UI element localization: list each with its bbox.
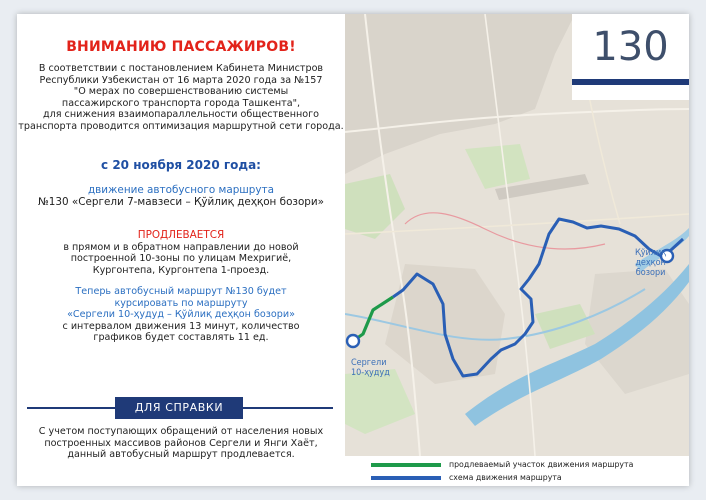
new-route-line: Теперь автобусный маршрут №130 будет (75, 286, 287, 297)
intro-paragraph (17, 63, 345, 133)
end-label-line: Қўйлиқ (635, 248, 667, 258)
start-label-line: Сергели (351, 358, 387, 368)
intro-line: В соответствии с постановлением Кабинета Министров (38, 63, 324, 74)
interval-line: графиков будет составлять 11 ед. (93, 332, 269, 344)
end-label-line: деҳқон (635, 258, 666, 268)
extension-line: Кургонтепа, Кургонтепа 1-проезд. (92, 264, 270, 276)
map-legend (345, 456, 689, 486)
route-name: №130 «Сергели 7-мавзеси – Қўйлиқ деҳқон бозори» (37, 195, 325, 208)
start-terminal-label (351, 358, 390, 378)
reference-paragraph (17, 426, 345, 461)
legend-swatch-green (371, 463, 441, 467)
route-number-underline (572, 79, 689, 85)
reference-banner: ДЛЯ СПРАВКИ (115, 397, 243, 419)
legend-label: схема движения маршрута (449, 473, 562, 482)
extension-line: построенной 10-зоны по улицам Мехригиё, (70, 253, 292, 265)
new-route-line: «Сергели 10-ҳудуд – Қўйлиқ деҳқон бозори» (67, 309, 295, 321)
notice-sheet (17, 14, 689, 486)
end-terminal-label (635, 248, 666, 278)
route-paragraph (17, 185, 345, 208)
intro-line: для снижения взаимопараллельности общественного (42, 109, 320, 121)
new-route-paragraph (17, 286, 345, 344)
start-label-line: 10-ҳудуд (351, 368, 390, 378)
extension-line: в прямом и в обратном направлении до новой (63, 241, 299, 253)
end-label-line: бозори (635, 268, 666, 278)
notice-headline: ВНИМАНИЮ ПАССАЖИРОВ! (66, 39, 296, 55)
reference-line: С учетом поступающих обращений от населения новых (38, 426, 324, 437)
intro-line: "О мерах по совершенствованию системы (73, 86, 289, 98)
reference-line: построенных массивов районов Сергели и Янги Хаёт, (44, 437, 318, 449)
legend-label: продлеваемый участок движения маршрута (449, 460, 634, 469)
extended-label: ПРОДЛЕВАЕТСЯ (137, 229, 225, 241)
notice-text-column (17, 14, 345, 486)
route-number: 130 (592, 24, 669, 70)
legend-swatch-blue (371, 476, 441, 480)
interval-line: с интервалом движения 13 минут, количество (62, 320, 300, 332)
intro-line: пассажирского транспорта города Ташкента", (61, 97, 301, 109)
reference-line: данный автобусный маршрут продлевается. (67, 449, 295, 461)
effective-date: с 20 ноября 2020 года: (101, 158, 261, 172)
intro-line: Республики Узбекистан от 16 марта 2020 года за №157 (39, 74, 323, 86)
route-number-badge (572, 14, 689, 100)
route-heading: движение автобусного маршрута (88, 184, 274, 196)
extension-paragraph (17, 230, 345, 276)
intro-line: транспорта проводится оптимизация маршрутной сети города. (18, 120, 344, 132)
new-route-line: курсировать по маршруту (114, 297, 248, 309)
start-terminal-marker (347, 335, 359, 347)
